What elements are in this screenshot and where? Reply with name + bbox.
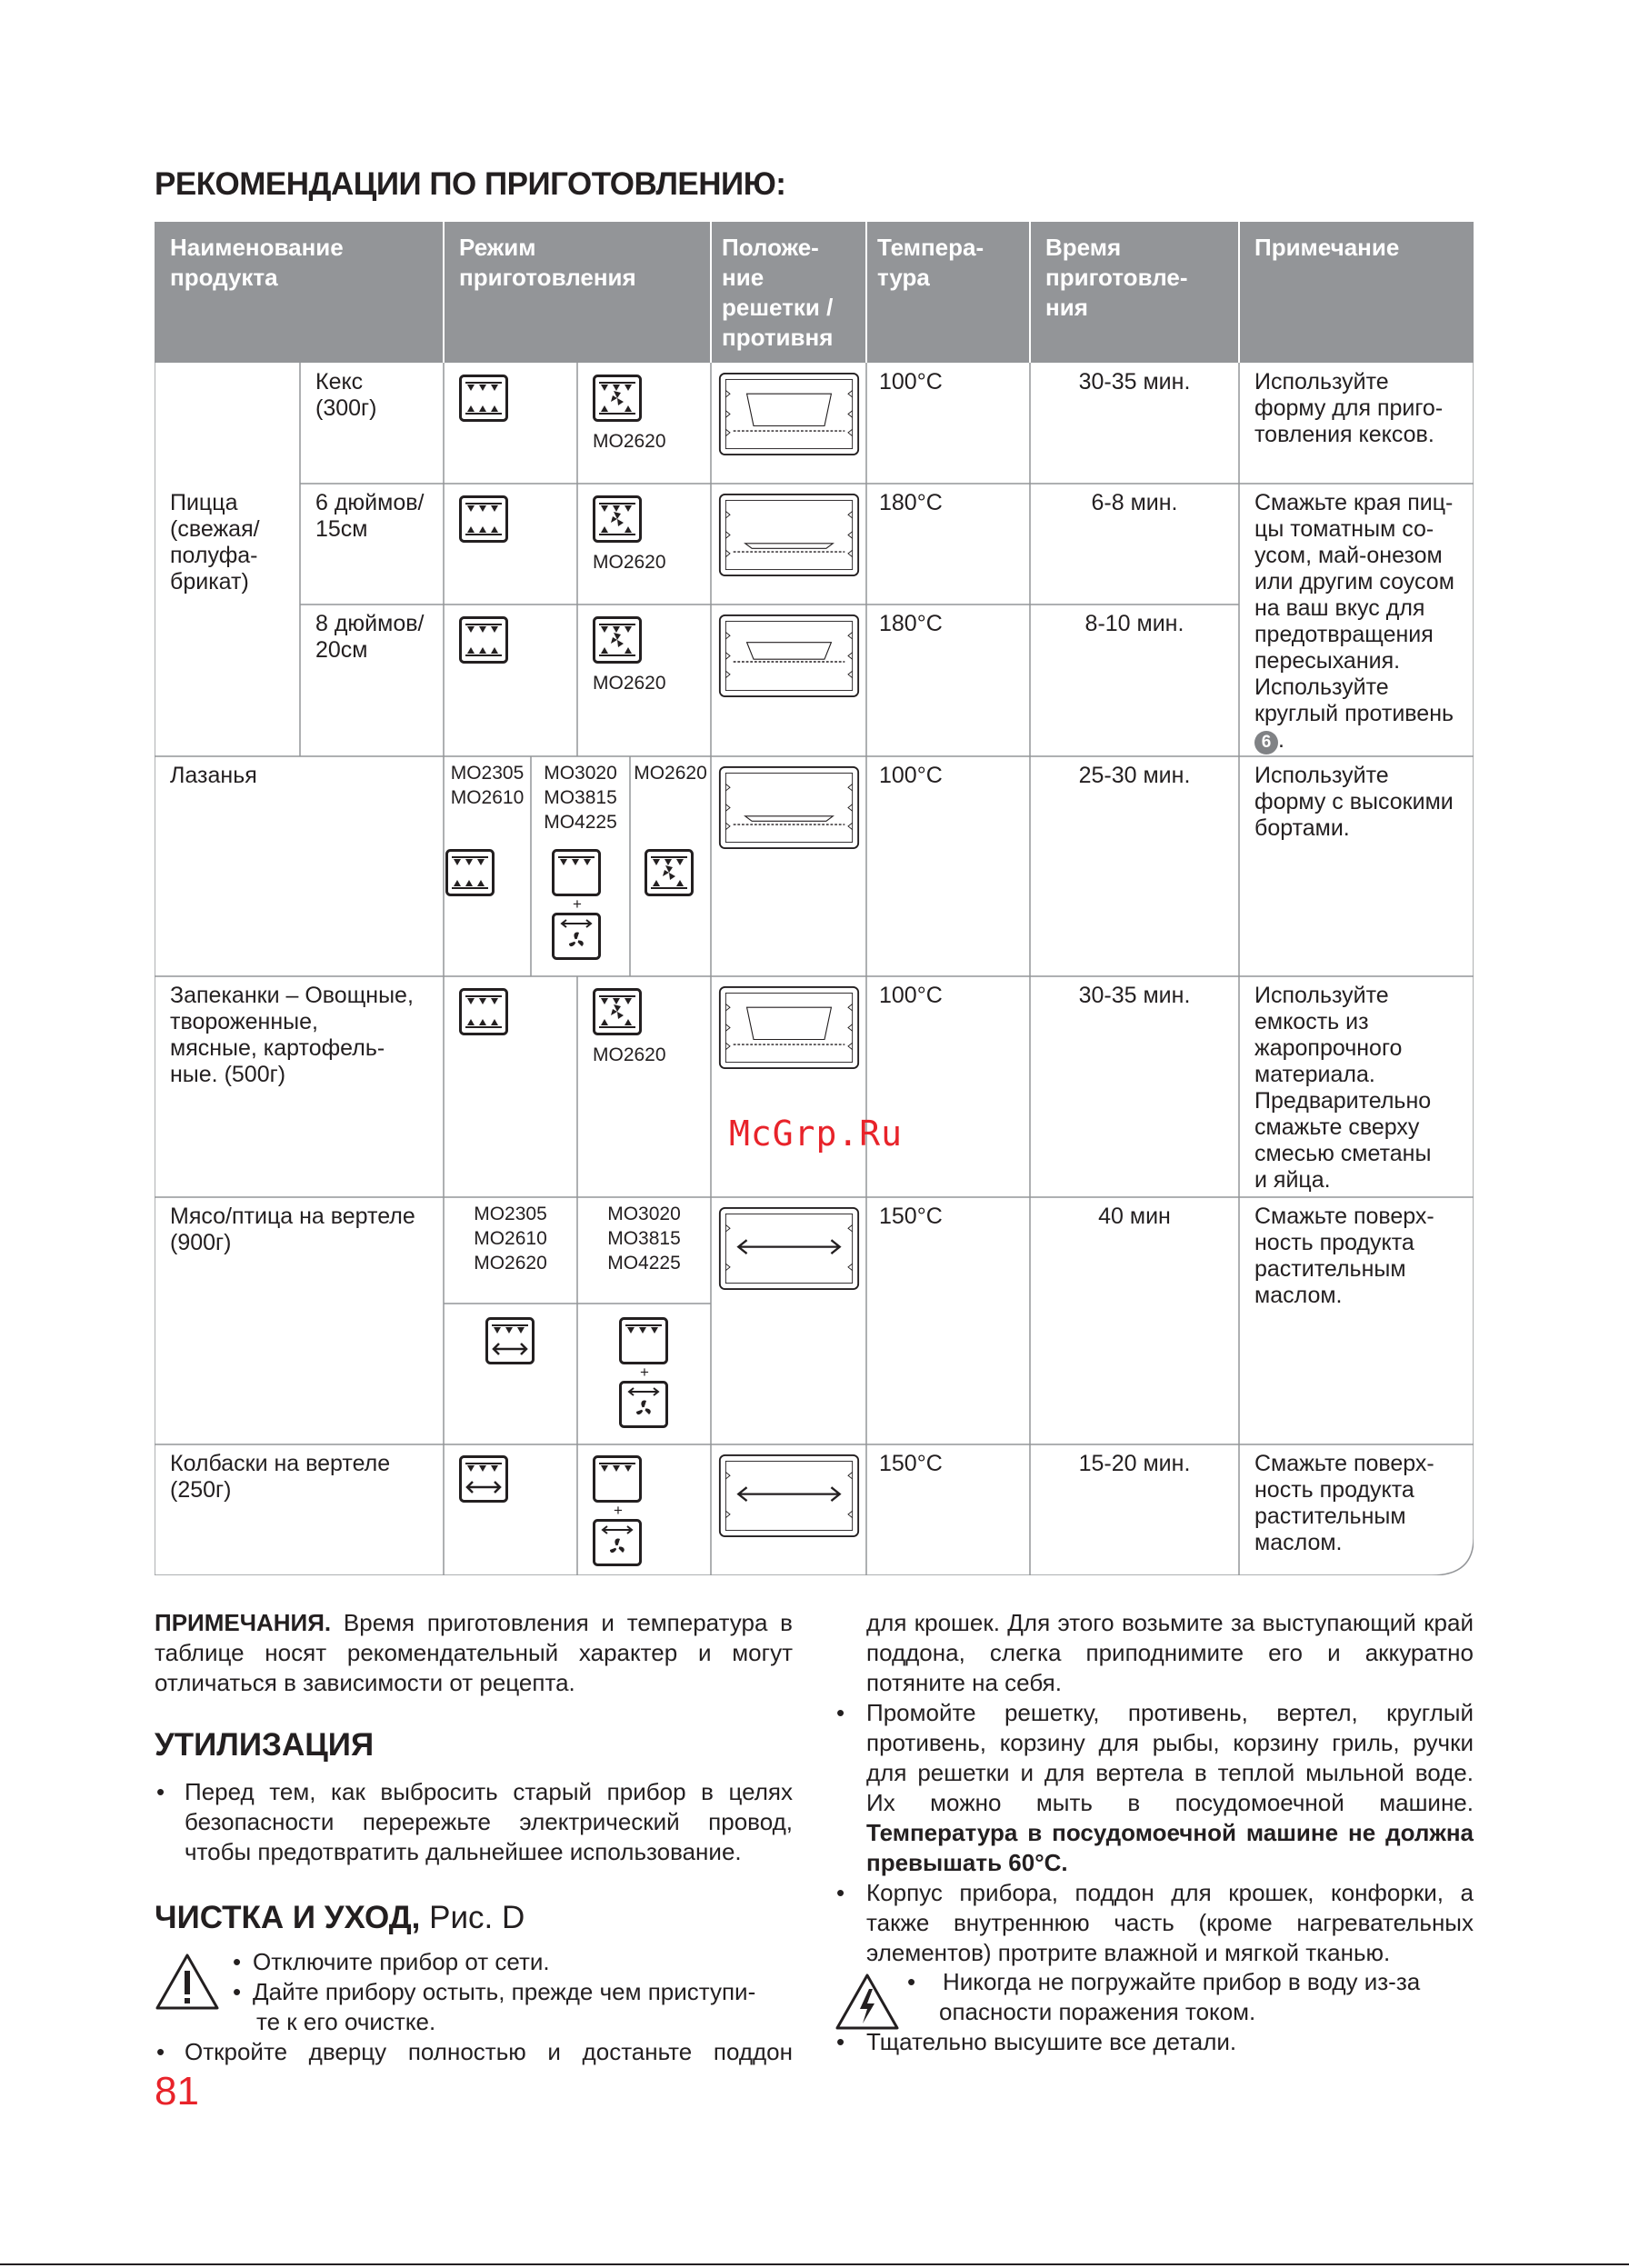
cooking-time: 15-20 мин.: [1078, 1451, 1191, 1476]
note-cake: Используйте форму для приго- товления кексов.: [1254, 369, 1444, 447]
disposal-heading: УТИЛИЗАЦИЯ: [155, 1727, 375, 1763]
rack-position-icon: [718, 765, 860, 850]
top-heat-icon: [552, 849, 601, 896]
top-heat-icon: [593, 1455, 642, 1503]
model-list: MO2305 MO2610: [450, 763, 525, 808]
model-list: MO3020 MO3815 MO4225: [607, 1204, 681, 1274]
bullet: •: [156, 2038, 165, 2065]
temperature: 150°C: [879, 1204, 943, 1229]
warning-icon: [155, 1953, 220, 2011]
lasagna-name: Лазанья: [170, 763, 257, 788]
temperature: 100°C: [879, 369, 943, 395]
plus-sign: +: [573, 895, 582, 913]
header-product: Наименование продукта: [170, 234, 344, 291]
bullet: •: [156, 1778, 165, 1805]
rack-position-icon: [718, 985, 860, 1070]
convection-icon: [593, 988, 642, 1035]
watermark: McGrp.Ru: [729, 1114, 904, 1154]
convection-icon: [645, 849, 694, 896]
cleaning-item-2: Промойте решетку, противень, вертел, круглый противень, корзину для рыбы, корзину гриль, ручки для решетки и для вертела в теплой мыльной воде. Их можно мыть в посудомоечной машине. Температура в посудомоечной машине не должна превышать 60°С.: [866, 1699, 1474, 1876]
cleaning-item-1-cont: для крошек. Для этого возьмите за выступающий край поддона, слегка приподнимите его и аккуратно потяните на себя.: [866, 1609, 1474, 1696]
fan-icon: [593, 1519, 642, 1566]
warn-item-2: Дайте прибору остыть, прежде чем приступи-: [253, 1978, 756, 2005]
cleaning-item-1: Откройте дверцу полностью и достаньте поддон: [185, 2038, 793, 2065]
rack-position-icon: [718, 1454, 860, 1538]
cooking-time: 6-8 мин.: [1091, 490, 1178, 515]
header-position: Положе- ние решетки / противня: [722, 234, 834, 351]
figure-ref-badge: 6: [1254, 731, 1278, 754]
bullet: •: [907, 1968, 916, 1995]
temperature: 180°C: [879, 490, 943, 515]
rotisserie-icon: [459, 1455, 508, 1503]
model-list: MO2620: [634, 763, 707, 784]
note-lasagna: Используйте форму с высокими бортами.: [1254, 763, 1454, 841]
rack-position-icon: [718, 372, 860, 456]
convection-icon: [593, 375, 642, 422]
bullet: •: [836, 2028, 845, 2055]
warn-item-3: Никогда не погружайте прибор в воду из-за: [943, 1968, 1421, 1995]
bullet: •: [836, 1879, 845, 1906]
page-number: 81: [155, 2069, 199, 2113]
model-label: MO2620: [593, 431, 666, 452]
bottom-rule: [0, 2263, 1629, 2265]
sausage-name: Колбаски на вертеле (250г): [170, 1451, 391, 1503]
updown-heat-icon: [445, 849, 495, 896]
casserole-name: Запеканки – Овощные, твороженные, мясные, картофель- ные. (500г): [170, 983, 414, 1087]
header-time: Время приготовле- ния: [1045, 234, 1188, 321]
convection-icon: [593, 495, 642, 543]
temperature: 100°C: [879, 763, 943, 788]
updown-heat-icon: [459, 495, 508, 543]
top-heat-icon: [619, 1317, 668, 1364]
cooking-time: 8-10 мин.: [1084, 611, 1184, 636]
cleaning-item-4: Тщательно высушите все детали.: [866, 2028, 1237, 2055]
model-list: MO2305 MO2610 MO2620: [474, 1204, 547, 1274]
pizza-name: Пицца (свежая/ полуфа- брикат): [170, 490, 260, 594]
model-label: MO2620: [593, 673, 666, 694]
rack-position-icon: [718, 614, 860, 698]
model-list: MO3020 MO3815 MO4225: [544, 763, 617, 833]
temperature: 180°C: [879, 611, 943, 636]
rack-position-icon: [718, 493, 860, 577]
electric-shock-icon: [834, 1973, 900, 2031]
bullet: •: [233, 1948, 242, 1975]
recommendations-table: [155, 222, 1474, 1575]
convection-icon: [593, 616, 642, 664]
model-label: MO2620: [593, 1044, 666, 1065]
bullet: •: [233, 1978, 242, 2005]
note-sausage: Смажьте поверх- ность продукта растительным маслом.: [1254, 1451, 1434, 1555]
header-mode: Режим приготовления: [459, 234, 636, 291]
disposal-item: Перед тем, как выбросить старый прибор в целях безопасности перережьте электрический провод, чтобы предотвратить дальнейшее использование.: [185, 1778, 793, 1865]
bullet: •: [836, 1699, 845, 1726]
updown-heat-icon: [459, 375, 508, 422]
header-note: Примечание: [1254, 234, 1400, 261]
model-label: MO2620: [593, 552, 666, 573]
fan-icon: [552, 913, 601, 960]
cleaning-item-3: Корпус прибора, поддон для крошек, конфорки, а также внутреннюю часть (кроме нагревательных элементов) протрите влажной и мягкой тканью.: [866, 1879, 1474, 1966]
pizza-sub-2: 6 дюймов/ 15см: [315, 490, 425, 542]
page-title: РЕКОМЕНДАЦИИ ПО ПРИГОТОВЛЕНИЮ:: [155, 166, 786, 202]
plus-sign: +: [614, 1502, 623, 1519]
pizza-sub-3: 8 дюймов/ 20см: [315, 611, 425, 663]
rack-position-icon: [718, 1206, 860, 1291]
cleaning-heading: ЧИСТКА И УХОД, Рис. D: [155, 1900, 525, 1935]
note-meat: Смажьте поверх- ность продукта растительным маслом.: [1254, 1204, 1434, 1308]
updown-heat-icon: [459, 616, 508, 664]
rotisserie-icon: [485, 1317, 535, 1364]
warn-item-2-cont: те к его очистке.: [256, 2008, 436, 2035]
temperature: 150°C: [879, 1451, 943, 1476]
pizza-sub-1: Кекс (300г): [315, 369, 377, 421]
cooking-time: 30-35 мин.: [1078, 369, 1191, 395]
cooking-time: 30-35 мин.: [1078, 983, 1191, 1008]
header-temp: Темпера- тура: [877, 234, 984, 291]
temperature: 100°C: [879, 983, 943, 1008]
warn-item-1: Отключите прибор от сети.: [253, 1948, 550, 1975]
meat-name: Мясо/птица на вертеле (900г): [170, 1204, 415, 1255]
note-casserole: Используйте емкость из жаропрочного материала. Предварительно смажьте сверху смесью сметаны и яйца.: [1254, 983, 1432, 1193]
cooking-time: 40 мин: [1098, 1204, 1171, 1229]
warn-item-3-cont: опасности поражения током.: [939, 1998, 1256, 2025]
note-pizza: Смажьте края пиц- цы томатным со- усом, май-онезом или другим соусом на ваш вкус для предотвращения пересыхания. Используйте круглый противень 6 .: [1254, 490, 1454, 753]
notes-paragraph: ПРИМЕЧАНИЯ. Время приготовления и температура в таблице носят рекомендательный характер и могут отличаться в зависимости от рецепта.: [155, 1609, 793, 1696]
updown-heat-icon: [459, 988, 508, 1035]
fan-icon: [619, 1381, 668, 1428]
plus-sign: +: [640, 1364, 649, 1381]
cooking-time: 25-30 мин.: [1078, 763, 1191, 788]
